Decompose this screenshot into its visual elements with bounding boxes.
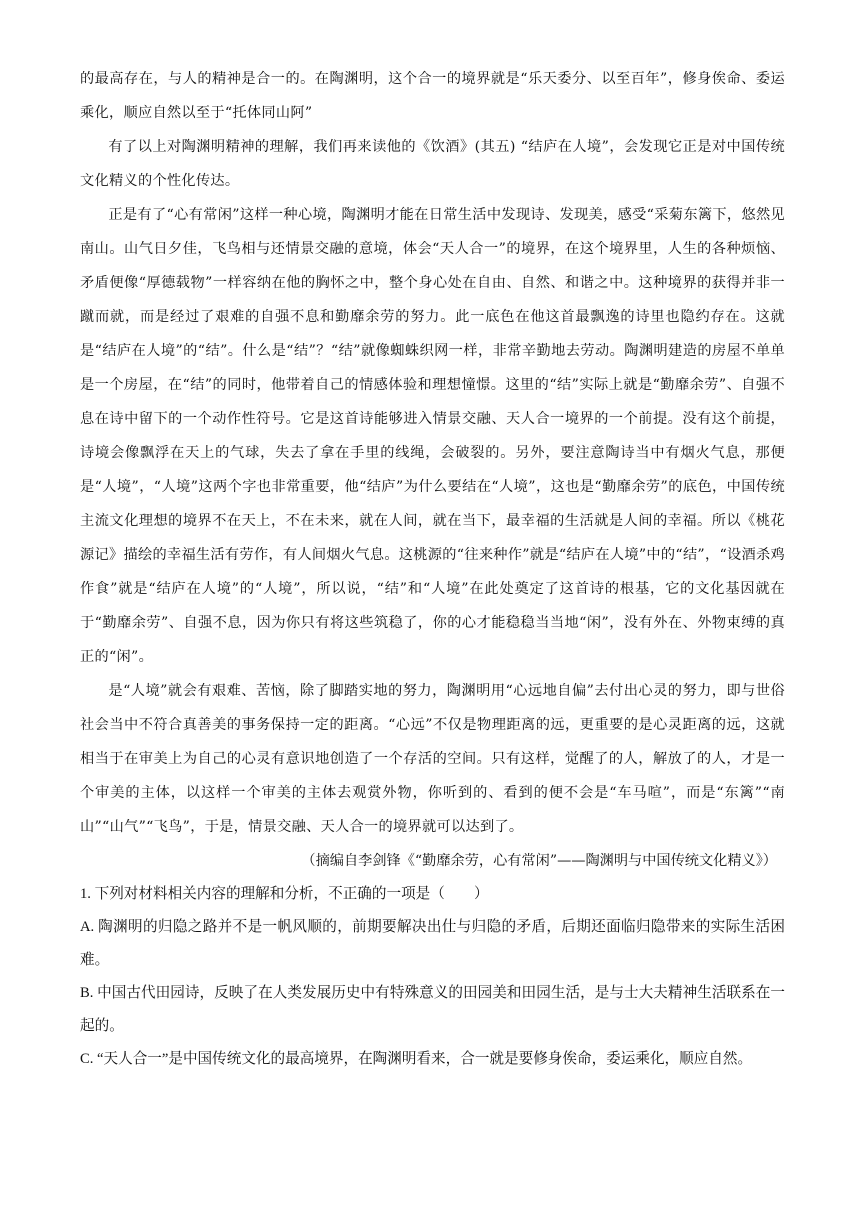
option-b: B. 中国古代田园诗，反映了在人类发展历史中有特殊意义的田园美和田园生活，是与士大夫精神生活联系在一起的。 [80,985,785,1034]
passage-paragraph-4: 是“人境”就会有艰难、苦恼，除了脚踏实地的努力，陶渊明用“心远地自偏”去付出心灵的努力，即与世俗社会当中不符合真善美的事务保持一定的距离。“心远”不仅是物理距离的远，更重要的是心灵距离的远，这就相当于在审美上为自己的心灵有意识地创造了一个存活的空间。只有这样，觉醒了的人，解放了的人，才是一个审美的主体，以这样一个审美的主体去观赏外物，你听到的、看到的便不会是“车马喧”，而是“东篱”“南山”“山气”“飞鸟”，于是，情景交融、天人合一的境界就可以达到了。 [80,683,785,835]
passage-paragraph-3: 正是有了“心有常闲”这样一种心境，陶渊明才能在日常生活中发现诗、发现美，感受“采菊东篱下，悠然见南山。山气日夕佳，飞鸟相与还情景交融的意境，体会“天人合一”的境界，在这个境界里，人生的各种烦恼、矛盾便像“厚德载物”一样容纳在他的胸怀之中，整个身心处在自由、自然、和谐之中。这种境界的获得并非一蹴而就，而是经过了艰难的自强不息和勤靡余劳的努力。此一底色在他这首最飘逸的诗里也隐约存在。这就是“结庐在人境”的“结”。什么是“结”？“结”就像蜘蛛织网一样，非常辛勤地去劳动。陶渊明建造的房屋不单单是一个房屋，在“结”的同时，他带着自己的情感体验和理想憧憬。这里的“结”实际上就是“勤靡余劳”、自强不息在诗中留下的一个动作性符号。它是这首诗能够进入情景交融、天人合一境界的一个前提。没有这个前提，诗境会像飘浮在天上的气球，失去了拿在手里的线绳，会破裂的。另外，要注意陶诗当中有烟火气息，那便是“人境”，“人境”这两个字也非常重要，他“结庐”为什么要结在“人境”，这也是“勤靡余劳”的底色，中国传统主流文化理想的境界不在天上，不在未来，就在人间，就在当下，最幸福的生活就是人间的幸福。所以《桃花源记》描绘的幸福生活有劳作，有人间烟火气息。这桃源的“往来种作”就是“结庐在人境”中的“结”，“设酒杀鸡作食”就是“结庐在人境”的“人境”，所以说，“结”和“人境”在此处奠定了这首诗的根基，它的文化基因就在于“勤靡余劳”、自强不息，因为你只有将这些筑稳了，你的心才能稳稳当当地“闲”，没有外在、外物束缚的真正的“闲”。 [80,207,785,665]
option-c: C. “天人合一”是中国传统文化的最高境界，在陶渊明看来，合一就是要修身俟命，委运乘化，顺应自然。 [80,1051,753,1067]
question-stem: 1. 下列对材料相关内容的理解和分析，不正确的一项是（ ） [80,886,489,902]
option-a: A. 陶渊明的归隐之路并不是一帆风顺的，前期要解决出仕与归隐的矛盾，后期还面临归隐带来的实际生活困难。 [80,919,785,968]
document-page [80,62,785,1076]
passage-paragraph-2: 有了以上对陶渊明精神的理解，我们再来读他的《饮酒》(其五) “结庐在人境”，会发现它正是对中国传统文化精义的个性化传达。 [80,139,785,189]
source-citation: （摘编自李剑锋《“勤靡余劳，心有常闲”——陶渊明与中国传统文化精义》） [301,853,777,869]
passage-paragraph-1: 的最高存在，与人的精神是合一的。在陶渊明，这个合一的境界就是“乐天委分、以至百年”，修身俟命、委运乘化，顺应自然以至于“托体同山阿” [80,71,785,121]
